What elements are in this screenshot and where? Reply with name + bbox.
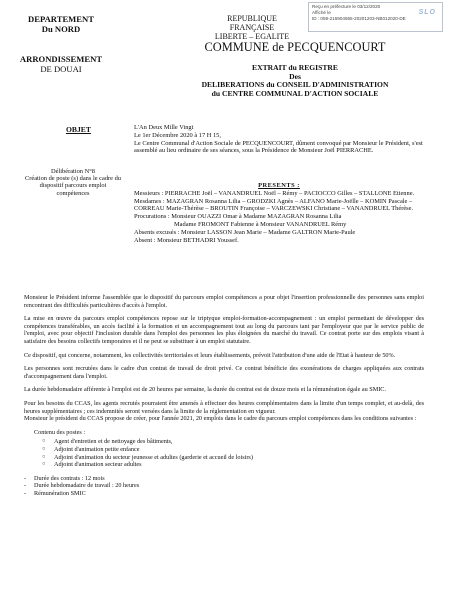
body-paragraph: La mise en œuvre du parcours emploi compétences repose sur le triptyque emploi-formation-accompagnement : un emploi permettant de développer des compétences transférables, un accès facilité à la formation et un accompagnement tout au long du parcours tant par l'employeur que par le service public de l'emploi, avec pour objectif l'inclusion durable dans l'emploi des personnes les plus éloignées du marché du travail. Ce contrat porte sur des emplois visant à satisfaire des besoins collectifs temporaires et il ne peut se substituer à un emploi statutaire. [24, 315, 424, 345]
intro-text: Le Centre Communal d'Action Sociale de PECQUENCOURT, dûment convoqué par Monsieur le Président, s'est assemblé au lieu ordinaire de ses séances, sous la Présidence de Monsieur Joël PIERRACHE. [134, 139, 423, 155]
presents-absent: Absent : Monsieur BETHADRI Youssef. [134, 236, 239, 244]
session-intro [134, 124, 424, 155]
deliberation-number: Délibération N°8 [51, 168, 95, 175]
body-paragraph: Monsieur le Président informe l'assemblée que le dispositif du parcours emploi compétences a pour objet l'insertion professionnelle des personnes sans emploi rencontrant des difficultés particulières d'accès à l'emploi. [24, 294, 424, 309]
arrondissement-label: ARRONDISSEMENT [19, 54, 103, 64]
department-name: Du NORD [41, 24, 81, 34]
republic-header [204, 14, 300, 41]
extrait-block [150, 64, 440, 98]
deliberation-block [24, 168, 122, 197]
stamp-logo: SLO [418, 9, 436, 16]
intro-year: L'An Deux Mille Vingt [134, 124, 194, 131]
extrait-line: du CENTRE COMMUNAL D'ACTION SOCIALE [211, 88, 379, 98]
prefecture-stamp [308, 2, 443, 32]
attendance-block [134, 182, 424, 244]
republic-motto: LIBERTE – EGALITE [214, 32, 290, 41]
deliberation-body [24, 294, 424, 497]
body-paragraph: Ce dispositif, qui concerne, notamment, les collectivités territoriales et leurs établissements, prévoit l'attribution d'une aide de l'Etat à hauteur de 50%. [24, 351, 396, 359]
department-header [18, 14, 104, 34]
list-item: - Durée des contrats : 12 mois [24, 475, 424, 483]
presents-procurations: Madame FROMONT Fabienne à Monsieur VANANDRUEL Rémy [174, 220, 347, 228]
intro-date: Le 1er Décembre 2020 à 17 H 15, [134, 131, 221, 139]
presents-procurations: Procurations : Monsieur OUAZZI Omar à Madame MAZAGRAN Rosanna Lilia [134, 213, 342, 221]
body-paragraph: La durée hebdomadaire afférente à l'emploi est de 20 heures par semaine, la durée du contrat est de douze mois et la rémunération égale au SMIC. [24, 386, 386, 394]
arrondissement-name: DE DOUAI [40, 64, 82, 74]
list-item: ○ Adjoint d'animation petite enfance [24, 446, 424, 454]
body-paragraph: Les personnes sont recrutées dans le cadre d'un contrat de travail de droit privé. Ce contrat bénéficie des exonérations de charges appliquées aux contrats d'accompagnement dans l'emploi. [24, 365, 424, 380]
arrondissement-header [18, 54, 104, 74]
conditions-list [24, 475, 424, 498]
stamp-line: Affiché le [312, 10, 331, 16]
presents-excuses: Absents excusés : Monsieur LASSON Jean Marie – Madame GALTRON Marie-Paule [134, 228, 356, 236]
presents-title: PRESENTS : [258, 182, 300, 189]
extrait-line: EXTRAIT du REGISTRE [252, 63, 338, 72]
presents-messieurs: Messieurs : PIERRACHE Joël – VANANDRUEL Noël – Rémy – PACIOCCO Gilles – STALLONE Etienne. [134, 189, 415, 197]
body-paragraph: Pour les besoins du CCAS, les agents recrutés pourraient être amenés à effectuer des heures complémentaires dans la limite d'un temps complet, et au-delà, des heures supplémentaires ; ces indemnités seront versées dans la limite de la réglementation en vigueur. [24, 399, 424, 415]
extrait-line: DELIBERATIONS du CONSEIL D'ADMINISTRATION [201, 80, 389, 90]
task-list [24, 438, 424, 468]
list-item: ○ Adjoint d'animation du secteur jeunesse et adultes (garderie et accueil de loisirs) [24, 454, 424, 462]
list-item: ○ Adjoint d'animation secteur adultes [24, 461, 424, 469]
presents-mesdames: Mesdames : MAZAGRAN Rosanna Lilia – GRODZKI Agnès – ALFANO Marie-Joëlle – KOMIN Pascale – CORREAU Marie-Thérèse – BROUTIN Françoise – VARCZEWSKI Christiane – VANANDRUEL Thérèse. [134, 197, 414, 213]
body-paragraph: Monsieur le président du CCAS propose de créer, pour l'année 2021, 20 emplois dans le cadre du parcours emploi compétences dans les conditions suivantes : [24, 415, 417, 423]
list-item: - Rémunération SMIC [24, 490, 424, 498]
stamp-line: Reçu en préfecture le 03/12/2020 [312, 4, 381, 9]
department-label: DEPARTEMENT [28, 14, 94, 24]
list-item: ○ Agent d'entretien et de nettoyage des bâtiments, [24, 438, 424, 446]
extrait-line: Des [289, 71, 301, 81]
commune-title: COMMUNE de PECQUENCOURT [204, 40, 386, 54]
objet-label: OBJET [66, 125, 91, 134]
deliberation-subject: Création de poste (s) dans le cadre du dispositif parcours emploi compétences [24, 175, 121, 197]
republic-name: REPUBLIQUE FRANÇAISE [227, 14, 277, 32]
stamp-line: ID : 059-215904565-20201203-NB012020-DE [312, 16, 406, 22]
list-item: - Durée hebdomadaire de travail : 20 heures [24, 482, 424, 490]
contenu-label: Contenu des postes : [34, 428, 86, 436]
